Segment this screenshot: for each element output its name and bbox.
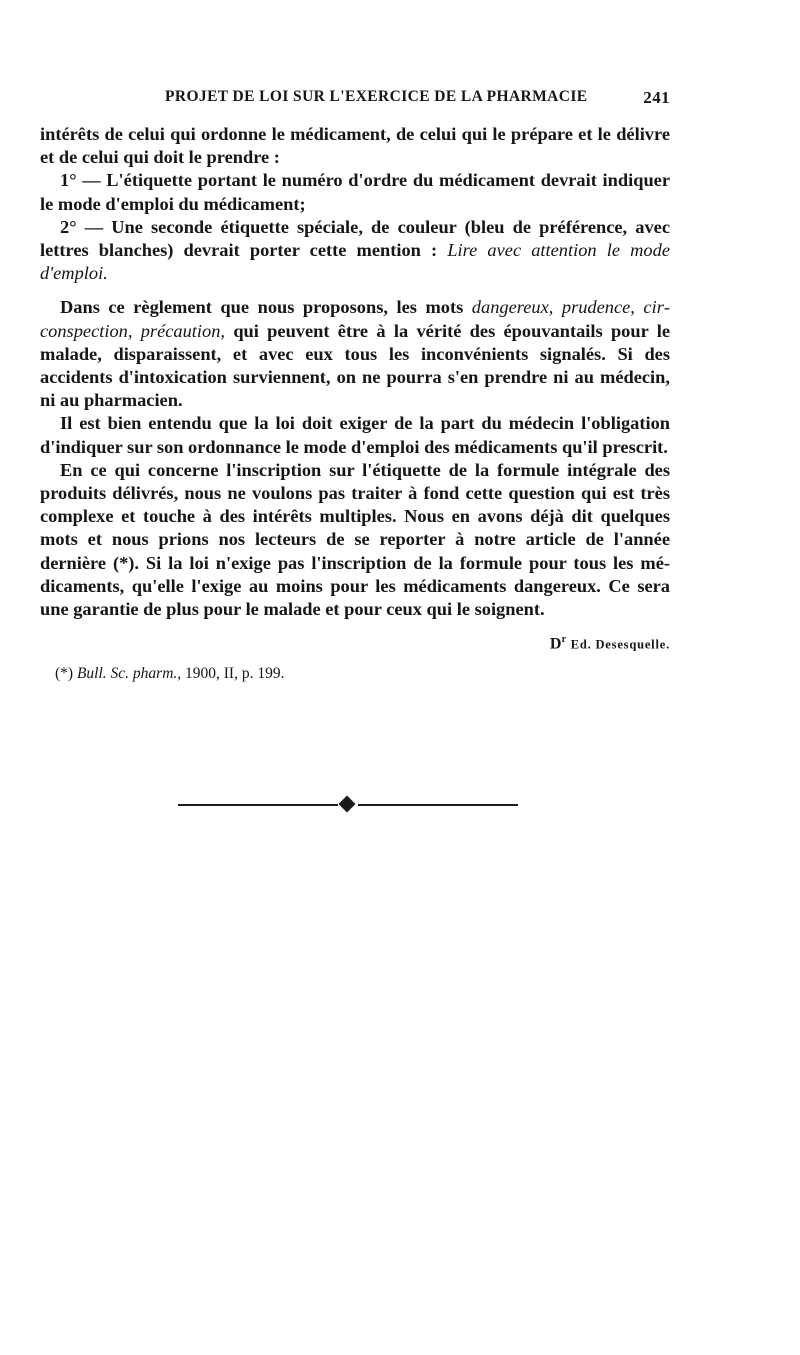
author-signature (550, 634, 670, 653)
paragraph-3 (40, 216, 670, 286)
paragraph-1: intérêts de celui qui ordonne le médicament, de celui qui le prépare et le délivre et de celui qui doit le prendre : (40, 124, 670, 168)
divider-line-right (358, 804, 518, 806)
paragraph-4-lead: Dans ce règlement que nous proposons, les mots (60, 297, 464, 318)
paragraph-4-rest: qui peuvent être à la vérité des épouvantails pour le malade, disparaissent, et avec eux tous les inconvénients signalés. Si des accidents d'intoxication surviennent, on ne pourra s'en prendre ni au médecin, ni au pharmacien. (40, 320, 670, 411)
paragraph-4 (40, 296, 670, 412)
cautionary-words: dangereux, prudence, circonspection, précaution, (40, 297, 670, 341)
paragraph-3-text: 2° — Une seconde étiquette spéciale, de couleur (bleu de préférence, avec lettres blanches) devrait porter cette mention : (40, 216, 670, 261)
running-head-title: PROJET DE LOI SUR L'EXERCICE DE LA PHARMACIE (165, 88, 588, 105)
divider-line-left (178, 804, 338, 806)
footnote (55, 665, 284, 683)
section-divider (178, 793, 518, 817)
signature-prefix: D (549, 635, 562, 653)
paragraph-5: Il est bien entendu que la loi doit exiger de la part du médecin l'obligation d'indiquer sur son ordonnance le mode d'emploi des médicaments qu'il prescrit. (40, 413, 670, 457)
article-body (40, 123, 670, 621)
page-number: 241 (643, 88, 670, 107)
running-head (40, 88, 670, 110)
footnote-marker: (*) (55, 665, 74, 682)
label-mention: Lire avec attention le mode d'emploi. (40, 240, 670, 284)
diamond-ornament-icon (339, 796, 356, 813)
footnote-detail: 1900, II, p. 199. (185, 665, 285, 682)
paragraph-2: 1° — L'étiquette portant le numéro d'ordre du médicament devrait indiquer le mode d'emploi du médicament; (40, 170, 670, 214)
author-name: Ed. Desesquelle. (570, 637, 670, 652)
paragraph-6: En ce qui concerne l'inscription sur l'étiquette de la formule intégrale des produits délivrés, nous ne voulons pas traiter à fond cette question qui est très complexe et touche à des intérêts multiples. Nous en avons déjà dit quelques mots et nous prions nos lecteurs de se reporter à notre article de l'année dernière (*). Si la loi n'exige pas l'inscription de la formule pour tous les médicaments, qu'elle l'exige au moins pour les médicaments dangereux. Ce sera une garantie de plus pour le malade et pour ceux qui le soignent. (40, 459, 670, 620)
signature-sup: r (561, 634, 567, 645)
footnote-source: Bull. Sc. pharm., (76, 665, 182, 682)
